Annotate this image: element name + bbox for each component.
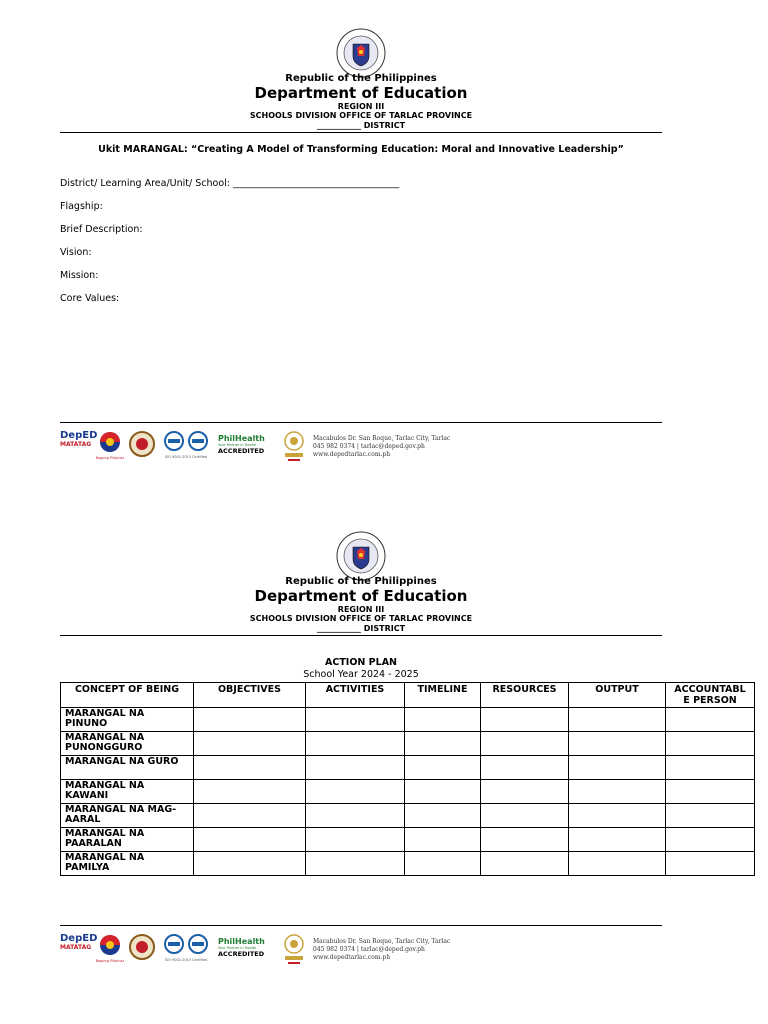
column-header: OBJECTIVES (194, 683, 306, 708)
empty-cell[interactable] (481, 780, 569, 804)
empty-cell[interactable] (405, 732, 481, 756)
empty-cell[interactable] (666, 708, 755, 732)
empty-cell[interactable] (405, 804, 481, 828)
vision-field: Vision: (60, 247, 92, 258)
footer-divider (60, 422, 662, 423)
republic-text: Republic of the Philippines (285, 576, 437, 587)
concept-cell: MARANGAL NA GURO (61, 756, 194, 780)
deped-seal-icon (336, 28, 386, 78)
footer-contact (313, 938, 450, 962)
deped-seal-icon (336, 531, 386, 581)
division-text: SCHOOLS DIVISION OFFICE OF TARLAC PROVINCE (249, 614, 473, 623)
empty-cell[interactable] (666, 804, 755, 828)
empty-cell[interactable] (194, 828, 306, 852)
empty-cell[interactable] (306, 732, 405, 756)
iso-certification-icon (162, 430, 212, 462)
empty-cell[interactable] (194, 732, 306, 756)
empty-cell[interactable] (405, 828, 481, 852)
bagong-pilipinas-logo (96, 430, 124, 462)
empty-cell[interactable] (405, 780, 481, 804)
empty-cell[interactable] (306, 852, 405, 876)
concept-cell: MARANGAL NA PINUNO (61, 708, 194, 732)
district-text: ___________ DISTRICT (316, 121, 406, 130)
empty-cell[interactable] (569, 732, 666, 756)
footer-address: Macabulos Dr. San Roque, Tarlac City, Tarlac (313, 938, 451, 945)
concept-cell: MARANGAL NA PUNONGGURO (61, 732, 194, 756)
empty-cell[interactable] (569, 804, 666, 828)
column-header: ACCOUNTABL E PERSON (666, 683, 755, 708)
empty-cell[interactable] (481, 852, 569, 876)
table-row (61, 708, 755, 732)
empty-cell[interactable] (666, 828, 755, 852)
column-header: TIMELINE (405, 683, 481, 708)
bagong-pilipinas-logo (96, 933, 124, 965)
footer-phone-email: 045 982 0374 | tarlac@deped.gov.ph (313, 443, 425, 450)
mission-field: Mission: (60, 270, 99, 281)
core-values-field: Core Values: (60, 293, 120, 304)
table-row (61, 756, 755, 780)
empty-cell[interactable] (306, 828, 405, 852)
empty-cell[interactable] (481, 732, 569, 756)
empty-cell[interactable] (666, 852, 755, 876)
republic-text: Republic of the Philippines (285, 73, 437, 84)
district-field: District/ Learning Area/Unit/ School: ___________________________________ (60, 178, 400, 189)
action-plan-table (60, 682, 755, 876)
empty-cell[interactable] (306, 708, 405, 732)
svg-text:Bagong Pilipinas: Bagong Pilipinas (96, 959, 124, 963)
table-row (61, 828, 755, 852)
concept-cell: MARANGAL NA KAWANI (61, 780, 194, 804)
empty-cell[interactable] (481, 756, 569, 780)
region-text: REGION III (337, 605, 385, 614)
column-header: OUTPUT (569, 683, 666, 708)
tarlac-division-seal-icon (128, 933, 156, 965)
table-header-row (61, 683, 755, 708)
svg-text:Bagong Pilipinas: Bagong Pilipinas (96, 456, 124, 460)
column-header: ACTIVITIES (306, 683, 405, 708)
footer-address: Macabulos Dr. San Roque, Tarlac City, Tarlac (313, 435, 451, 442)
concept-cell: MARANGAL NA PAMILYA (61, 852, 194, 876)
deped-matatag-logo: DepED MATATAG (60, 430, 98, 448)
department-title: Department of Education (254, 587, 468, 605)
svg-text:ISO 9001:2015 Certified: ISO 9001:2015 Certified (164, 455, 208, 459)
empty-cell[interactable] (481, 804, 569, 828)
column-header: RESOURCES (481, 683, 569, 708)
region-text: REGION III (337, 102, 385, 111)
footer-website: www.depedtarlac.com.ph (313, 451, 391, 458)
empty-cell[interactable] (666, 756, 755, 780)
document-page-1 (0, 0, 768, 500)
empty-cell[interactable] (481, 708, 569, 732)
empty-cell[interactable] (569, 756, 666, 780)
division-text: SCHOOLS DIVISION OFFICE OF TARLAC PROVINCE (249, 111, 473, 120)
column-header: CONCEPT OF BEING (61, 683, 194, 708)
philhealth-accredited-logo: PhilHealth Your Partner in Health ACCREDITED (218, 434, 274, 455)
footer-website: www.depedtarlac.com.ph (313, 954, 391, 961)
department-title: Department of Education (254, 84, 468, 102)
empty-cell[interactable] (569, 708, 666, 732)
empty-cell[interactable] (405, 852, 481, 876)
action-plan-title: ACTION PLAN (325, 657, 397, 668)
header-divider (60, 635, 662, 636)
empty-cell[interactable] (569, 852, 666, 876)
award-emblem-icon (282, 933, 306, 967)
footer-contact (313, 435, 450, 459)
empty-cell[interactable] (194, 852, 306, 876)
empty-cell[interactable] (569, 828, 666, 852)
footer-divider (60, 925, 662, 926)
document-page-2 (0, 500, 768, 1024)
empty-cell[interactable] (194, 708, 306, 732)
empty-cell[interactable] (405, 708, 481, 732)
empty-cell[interactable] (194, 804, 306, 828)
school-year-text: School Year 2024 - 2025 (303, 669, 419, 680)
district-text: ___________ DISTRICT (316, 624, 406, 633)
svg-text:ISO 9001:2015 Certified: ISO 9001:2015 Certified (164, 958, 208, 962)
concept-cell: MARANGAL NA PAARALAN (61, 828, 194, 852)
empty-cell[interactable] (306, 780, 405, 804)
ukit-marangal-title: Ukit MARANGAL: “Creating A Model of Transforming Education: Moral and Innovative Leadership” (98, 144, 624, 155)
empty-cell[interactable] (666, 732, 755, 756)
empty-cell[interactable] (194, 756, 306, 780)
empty-cell[interactable] (666, 780, 755, 804)
empty-cell[interactable] (481, 828, 569, 852)
philhealth-accredited-logo: PhilHealth Your Partner in Health ACCREDITED (218, 937, 265, 958)
footer-logos (60, 933, 480, 973)
concept-cell: MARANGAL NA MAG-AARAL (61, 804, 194, 828)
empty-cell[interactable] (194, 780, 306, 804)
header-divider (60, 132, 662, 133)
empty-cell[interactable] (405, 756, 481, 780)
table-row (61, 732, 755, 756)
iso-certification-icon (162, 933, 212, 965)
award-emblem-icon (282, 430, 306, 464)
tarlac-division-seal-icon (128, 430, 156, 462)
empty-cell[interactable] (569, 780, 666, 804)
empty-cell[interactable] (306, 756, 405, 780)
footer-logos (60, 430, 480, 470)
table-row (61, 804, 755, 828)
table-row (61, 780, 755, 804)
footer-phone-email: 045 982 0374 | tarlac@deped.gov.ph (313, 946, 425, 953)
deped-matatag-logo: DepED MATATAG (60, 933, 98, 951)
description-field: Brief Description: (60, 224, 143, 235)
empty-cell[interactable] (306, 804, 405, 828)
table-row (61, 852, 755, 876)
flagship-field: Flagship: (60, 201, 103, 212)
